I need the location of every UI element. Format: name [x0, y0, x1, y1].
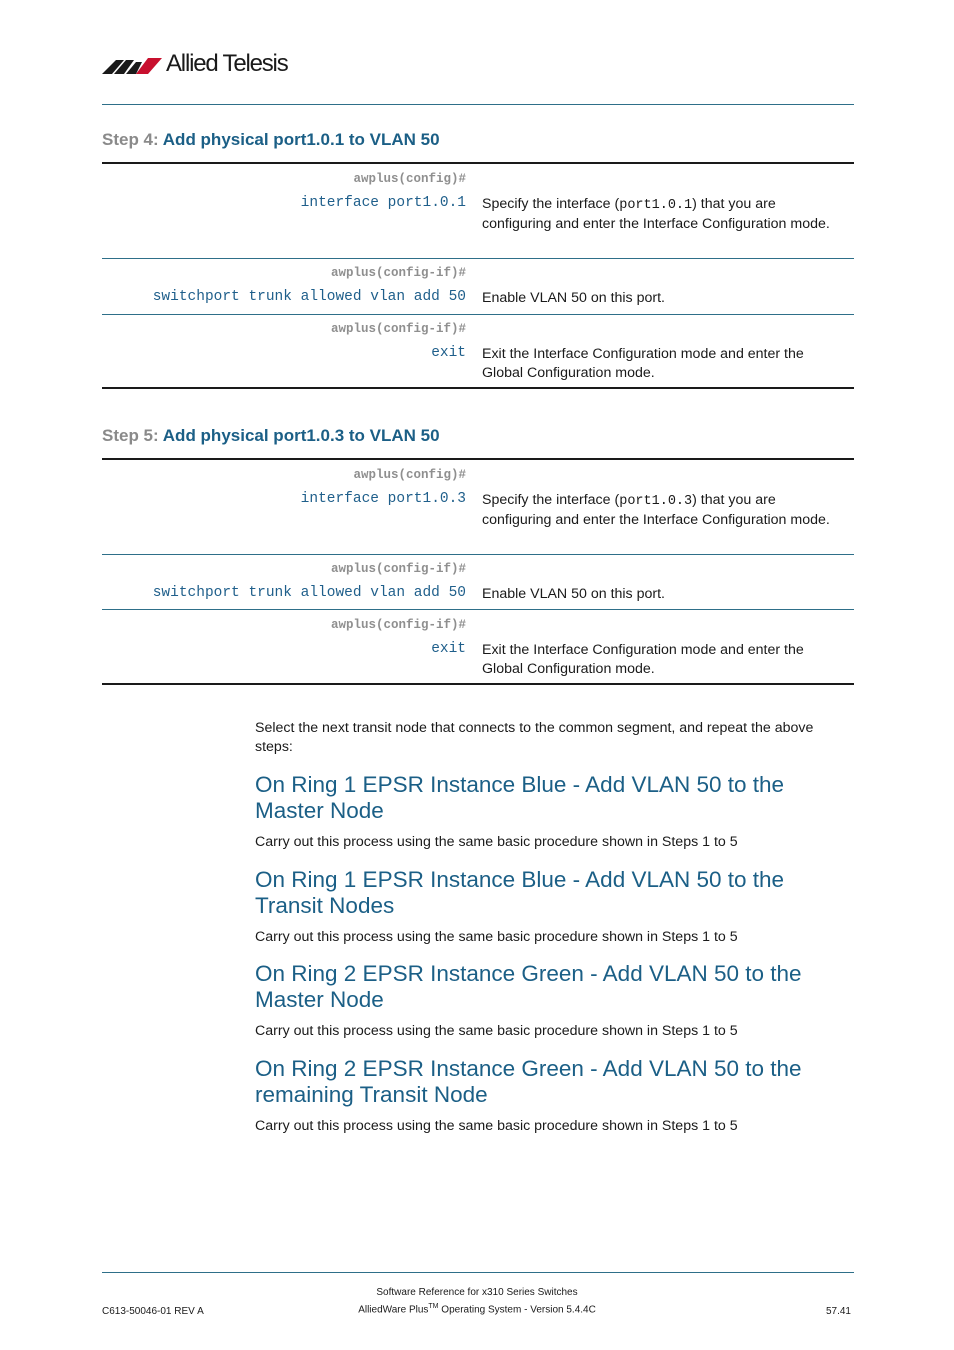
desc-code: port1.0.1: [619, 198, 693, 213]
footer-doc-id: C613-50046-01 REV A: [102, 1306, 204, 1317]
desc-text: ) that you are configuring and enter the Interface Configuration mode.: [482, 492, 830, 528]
step-4-row-1-command: interface port1.0.1: [300, 195, 466, 211]
step-4-row-1-description: [482, 195, 842, 234]
section-2-heading: On Ring 1 EPSR Instance Blue - Add VLAN 50 to the Transit Nodes: [255, 867, 785, 918]
row-divider: [102, 609, 854, 610]
footer-os-version: [0, 1303, 954, 1315]
step-4-row-2-prompt: awplus(config-if)#: [330, 266, 466, 280]
brand-name: Allied Telesis: [166, 50, 288, 77]
step-5-label: Step 5:: [102, 426, 159, 445]
row-divider: [102, 314, 854, 315]
footer-os-name: AlliedWare Plus: [358, 1304, 429, 1316]
section-4-heading: On Ring 2 EPSR Instance Green - Add VLAN 50 to the remaining Transit Node: [255, 1056, 802, 1107]
section-1-heading: On Ring 1 EPSR Instance Blue - Add VLAN 50 to the Master Node: [255, 772, 785, 823]
step-5-row-1-command: interface port1.0.3: [300, 491, 466, 507]
step-4-row-3-description: Exit the Interface Configuration mode and enter the Global Configuration mode.: [482, 346, 804, 381]
step-5-row-3-prompt: awplus(config-if)#: [330, 618, 466, 632]
row-divider: [102, 258, 854, 259]
row-divider: [102, 554, 854, 555]
step-4-row-2-command: switchport trunk allowed vlan add 50: [152, 289, 466, 305]
step-5-title: [102, 426, 440, 446]
step-5-row-1-prompt: awplus(config)#: [353, 468, 466, 482]
step-4-row-3-prompt: awplus(config-if)#: [330, 322, 466, 336]
step-4-row-3-command: exit: [431, 345, 466, 361]
step-5-table-top-rule: [102, 458, 854, 460]
step-4-label: Step 4:: [102, 130, 159, 149]
step-5-row-3-command: exit: [431, 641, 466, 657]
desc-text: Specify the interface (: [482, 196, 620, 212]
step-5-row-2-command: switchport trunk allowed vlan add 50: [152, 585, 466, 601]
page-number: 57.41: [825, 1306, 851, 1317]
step-4-table-bottom-rule: [102, 387, 854, 389]
desc-text: ) that you are configuring and enter the Interface Configuration mode.: [482, 196, 830, 232]
footer-title: Software Reference for x310 Series Switches: [376, 1287, 578, 1298]
intro-paragraph: Select the next transit node that connects to the common segment, and repeat the above steps:: [255, 720, 814, 755]
step-4-row-1-prompt: awplus(config)#: [353, 172, 466, 186]
footer-divider: [102, 1272, 854, 1273]
desc-text: Specify the interface (: [482, 492, 620, 508]
step-5-row-3-description: Exit the Interface Configuration mode and enter the Global Configuration mode.: [482, 642, 804, 677]
section-3-heading: On Ring 2 EPSR Instance Green - Add VLAN 50 to the Master Node: [255, 961, 802, 1012]
trademark: TM: [428, 1303, 439, 1310]
allied-telesis-logo: [102, 50, 302, 82]
step-5-row-1-description: [482, 491, 842, 530]
step-5-table-bottom-rule: [102, 683, 854, 685]
footer-os-text: Operating System - Version 5.4.4C: [438, 1304, 596, 1316]
step-5-row-2-description: Enable VLAN 50 on this port.: [482, 586, 665, 602]
allied-telesis-logo-icon: [102, 54, 164, 80]
section-3-body: Carry out this process using the same basic procedure shown in Steps 1 to 5: [255, 1023, 738, 1039]
header-divider: [102, 104, 854, 105]
desc-code: port1.0.3: [619, 494, 693, 509]
step-4-table-top-rule: [102, 162, 854, 164]
step-5-heading: Add physical port1.0.3 to VLAN 50: [162, 426, 440, 445]
step-4-heading: Add physical port1.0.1 to VLAN 50: [162, 130, 440, 149]
section-4-body: Carry out this process using the same basic procedure shown in Steps 1 to 5: [255, 1118, 738, 1134]
step-4-title: [102, 130, 440, 150]
step-4-row-2-description: Enable VLAN 50 on this port.: [482, 290, 665, 306]
step-5-row-2-prompt: awplus(config-if)#: [330, 562, 466, 576]
section-1-body: Carry out this process using the same basic procedure shown in Steps 1 to 5: [255, 834, 738, 850]
section-2-body: Carry out this process using the same basic procedure shown in Steps 1 to 5: [255, 929, 738, 945]
